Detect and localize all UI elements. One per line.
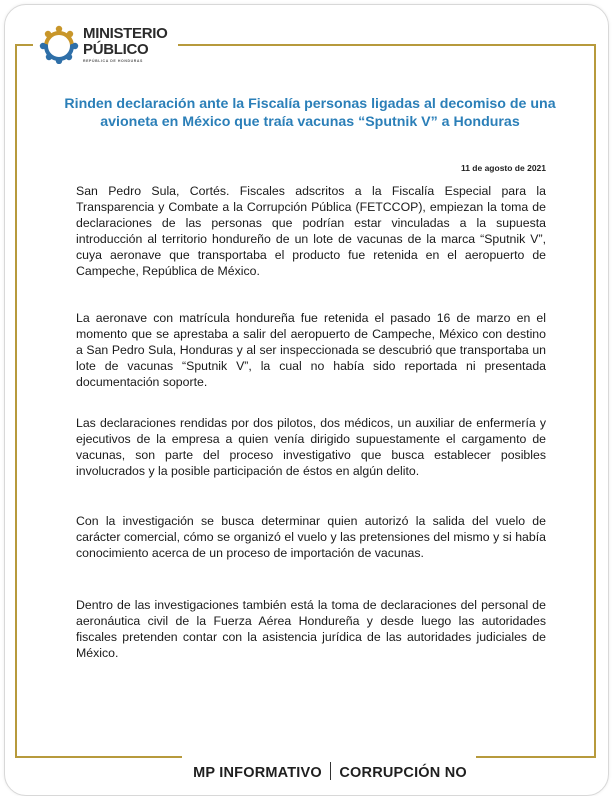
frame-border-right xyxy=(594,44,596,758)
article-paragraph-5: Dentro de las investigaciones también está la toma de declaraciones del personal de aeronáutica civil de la Fuerza Aérea Hondureña y desde luego las autoridades fiscales pretenden contar con la asistencia jurídica de las autoridades judiciales de México. xyxy=(76,598,546,660)
logo-name-line1: MINISTERIO xyxy=(83,25,168,42)
article-paragraph-4: Con la investigación se busca determinar quien autorizó la salida del vuelo de carácter comercial, cómo se organizó el vuelo y las pretensiones del mismo y si había conocimiento acerca de un proceso de importación de vacunas. xyxy=(76,514,546,560)
article-paragraph-1: San Pedro Sula, Cortés. Fiscales adscritos a la Fiscalía Especial para la Transparencia y Combate a la Corrupción Pública (FETCCOP), empiezan la toma de declaraciones de las personas que podrían estar vinculadas a la supuesta introducción al territorio hondureño de un lote de vacunas de la marca “Sputnik V”, cuya aeronave que transportaba el producto fue retenida en el aeropuerto de Campeche, República de México. xyxy=(76,184,546,278)
frame-border-bottom-right xyxy=(476,756,596,758)
logo-subtitle: REPÚBLICA DE HONDURAS xyxy=(83,59,143,63)
frame-border-top-left xyxy=(15,44,33,46)
article-paragraph-2: La aeronave con matrícula hondureña fue retenida el pasado 16 de marzo en el momento que se aprestaba a salir del aeropuerto de Campeche, México con destino a San Pedro Sula, Honduras y al ser inspeccionada se descubrió que transportaba un lote de vacunas “Sputnik V”, la cual no había sido reportada ni presentada documentación soporte. xyxy=(76,311,546,389)
article-paragraph-3: Las declaraciones rendidas por dos pilotos, dos médicos, un auxiliar de enfermería y ejecutivos de la empresa a quien venía dirigido supuestamente el cargamento de vacunas, son parte del proceso investigativo que busca establecer posibles involucrados y la posible participación de éstos en algún delito. xyxy=(76,416,546,478)
footer-left-text: MP INFORMATIVO xyxy=(193,765,322,781)
footer-separator xyxy=(330,762,332,780)
footer-right-text: CORRUPCIÓN NO xyxy=(339,765,467,781)
ministerio-publico-logo xyxy=(38,24,178,66)
frame-border-top-right xyxy=(178,44,596,46)
ring-of-people-logo-icon xyxy=(38,24,80,64)
footer-tagline xyxy=(184,762,476,781)
frame-border-left xyxy=(15,44,17,758)
frame-border-bottom-left xyxy=(15,756,182,758)
logo-name-line2: PÚBLICO xyxy=(83,41,149,58)
article-date: 11 de agosto de 2021 xyxy=(460,163,546,173)
article-title: Rinden declaración ante la Fiscalía personas ligadas al decomiso de una avioneta en México que traía vacunas “Sputnik V” a Honduras xyxy=(64,96,556,130)
